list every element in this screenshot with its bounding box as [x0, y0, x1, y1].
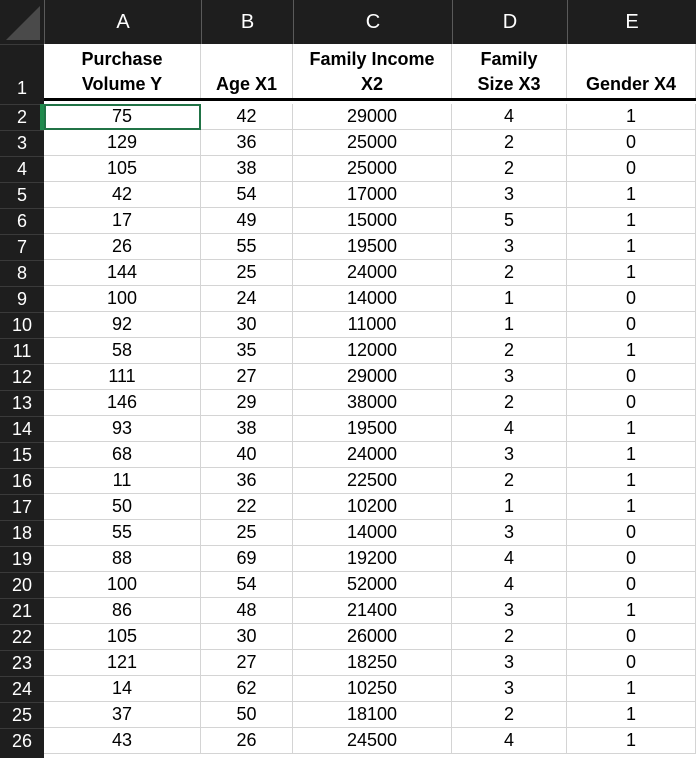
cell-b6[interactable]: 49 [201, 208, 293, 234]
column-header-c[interactable]: C [293, 0, 452, 44]
cell-d18[interactable]: 3 [452, 520, 567, 546]
cell-d4[interactable]: 2 [452, 156, 567, 182]
cell-d10[interactable]: 1 [452, 312, 567, 338]
cell-c24[interactable]: 10250 [293, 676, 452, 702]
row-header-9[interactable]: 9 [0, 286, 44, 312]
cell-e22[interactable]: 0 [567, 624, 696, 650]
header-cell-b[interactable] [201, 44, 293, 101]
cell-e26[interactable]: 1 [567, 728, 696, 754]
cell-e21[interactable]: 1 [567, 598, 696, 624]
row-header-26[interactable]: 26 [0, 728, 44, 754]
row-header-21[interactable]: 21 [0, 598, 44, 624]
cell-a25[interactable]: 37 [44, 702, 201, 728]
cell-e2[interactable]: 1 [567, 104, 696, 130]
cell-d24[interactable]: 3 [452, 676, 567, 702]
cell-e3[interactable]: 0 [567, 130, 696, 156]
header-cell-c[interactable] [293, 44, 452, 101]
cell-d11[interactable]: 2 [452, 338, 567, 364]
cell-b9[interactable]: 24 [201, 286, 293, 312]
row-header-7[interactable]: 7 [0, 234, 44, 260]
row-header-17[interactable]: 17 [0, 494, 44, 520]
cell-a9[interactable]: 100 [44, 286, 201, 312]
cell-a8[interactable]: 144 [44, 260, 201, 286]
cell-d17[interactable]: 1 [452, 494, 567, 520]
cell-b2[interactable]: 42 [201, 104, 293, 130]
header-bottom-border [44, 98, 696, 101]
cell-a10[interactable]: 92 [44, 312, 201, 338]
cell-a23[interactable]: 121 [44, 650, 201, 676]
cell-d26[interactable]: 4 [452, 728, 567, 754]
cell-d22[interactable]: 2 [452, 624, 567, 650]
cell-a16[interactable]: 11 [44, 468, 201, 494]
cell-d8[interactable]: 2 [452, 260, 567, 286]
cell-b10[interactable]: 30 [201, 312, 293, 338]
cell-b5[interactable]: 54 [201, 182, 293, 208]
row-header-22[interactable]: 22 [0, 624, 44, 650]
cell-b22[interactable]: 30 [201, 624, 293, 650]
cell-b3[interactable]: 36 [201, 130, 293, 156]
cell-a17[interactable]: 50 [44, 494, 201, 520]
header-cell-e[interactable] [567, 44, 696, 101]
cell-e17[interactable]: 1 [567, 494, 696, 520]
row-header-15[interactable]: 15 [0, 442, 44, 468]
row-header-1[interactable]: 1 [0, 44, 44, 101]
cell-e6[interactable]: 1 [567, 208, 696, 234]
row-header-3[interactable]: 3 [0, 130, 44, 156]
cell-a18[interactable]: 55 [44, 520, 201, 546]
row-header-10[interactable]: 10 [0, 312, 44, 338]
cell-b17[interactable]: 22 [201, 494, 293, 520]
cell-c19[interactable]: 19200 [293, 546, 452, 572]
cell-d5[interactable]: 3 [452, 182, 567, 208]
row-header-23[interactable]: 23 [0, 650, 44, 676]
column-header-b[interactable]: B [201, 0, 293, 44]
cell-e5[interactable]: 1 [567, 182, 696, 208]
cell-b25[interactable]: 50 [201, 702, 293, 728]
cell-b4[interactable]: 38 [201, 156, 293, 182]
row-header-4[interactable]: 4 [0, 156, 44, 182]
cell-a21[interactable]: 86 [44, 598, 201, 624]
cell-b23[interactable]: 27 [201, 650, 293, 676]
header-line-1: Family [480, 49, 538, 69]
header-line-2: Age X1 [215, 74, 278, 94]
cell-b16[interactable]: 36 [201, 468, 293, 494]
cell-a11[interactable]: 58 [44, 338, 201, 364]
cell-c6[interactable]: 15000 [293, 208, 452, 234]
cell-c17[interactable]: 10200 [293, 494, 452, 520]
cell-e4[interactable]: 0 [567, 156, 696, 182]
cell-c21[interactable]: 21400 [293, 598, 452, 624]
header-line-2: Volume Y [81, 74, 163, 94]
row-header-25[interactable]: 25 [0, 702, 44, 728]
cell-d21[interactable]: 3 [452, 598, 567, 624]
header-line-2: X2 [360, 74, 384, 94]
cell-b14[interactable]: 38 [201, 416, 293, 442]
cell-c8[interactable]: 24000 [293, 260, 452, 286]
cell-c18[interactable]: 14000 [293, 520, 452, 546]
cell-c26[interactable]: 24500 [293, 728, 452, 754]
header-line-1: Purchase [81, 49, 163, 69]
cell-d20[interactable]: 4 [452, 572, 567, 598]
cell-e13[interactable]: 0 [567, 390, 696, 416]
cell-c15[interactable]: 24000 [293, 442, 452, 468]
cell-c20[interactable]: 52000 [293, 572, 452, 598]
cell-b26[interactable]: 26 [201, 728, 293, 754]
cell-a3[interactable]: 129 [44, 130, 201, 156]
cell-d2[interactable]: 4 [452, 104, 567, 130]
cell-c13[interactable]: 38000 [293, 390, 452, 416]
cell-a5[interactable]: 42 [44, 182, 201, 208]
column-header-d[interactable]: D [452, 0, 567, 44]
cell-c9[interactable]: 14000 [293, 286, 452, 312]
header-line-2: Size X3 [477, 74, 541, 94]
cell-a6[interactable]: 17 [44, 208, 201, 234]
cell-c2[interactable]: 29000 [293, 104, 452, 130]
cell-e15[interactable]: 1 [567, 442, 696, 468]
cell-c23[interactable]: 18250 [293, 650, 452, 676]
cell-b20[interactable]: 54 [201, 572, 293, 598]
row-header-5[interactable]: 5 [0, 182, 44, 208]
cell-c10[interactable]: 11000 [293, 312, 452, 338]
cell-e19[interactable]: 0 [567, 546, 696, 572]
cell-b13[interactable]: 29 [201, 390, 293, 416]
cell-b8[interactable]: 25 [201, 260, 293, 286]
cell-a20[interactable]: 100 [44, 572, 201, 598]
row-header-2[interactable]: 2 [0, 104, 44, 130]
cell-c12[interactable]: 29000 [293, 364, 452, 390]
cell-a12[interactable]: 111 [44, 364, 201, 390]
row-header-14[interactable]: 14 [0, 416, 44, 442]
cell-e25[interactable]: 1 [567, 702, 696, 728]
row-header-11[interactable]: 11 [0, 338, 44, 364]
row-header-19[interactable]: 19 [0, 546, 44, 572]
selected-row-marker [40, 104, 44, 130]
cell-c16[interactable]: 22500 [293, 468, 452, 494]
cell-d12[interactable]: 3 [452, 364, 567, 390]
cell-d3[interactable]: 2 [452, 130, 567, 156]
header-cell-a[interactable] [44, 44, 201, 101]
cell-e8[interactable]: 1 [567, 260, 696, 286]
cell-e24[interactable]: 1 [567, 676, 696, 702]
cell-b11[interactable]: 35 [201, 338, 293, 364]
cell-a4[interactable]: 105 [44, 156, 201, 182]
cell-b24[interactable]: 62 [201, 676, 293, 702]
cell-d6[interactable]: 5 [452, 208, 567, 234]
cell-a13[interactable]: 146 [44, 390, 201, 416]
cell-c25[interactable]: 18100 [293, 702, 452, 728]
cell-e23[interactable]: 0 [567, 650, 696, 676]
column-header-a[interactable]: A [44, 0, 201, 44]
cell-c5[interactable]: 17000 [293, 182, 452, 208]
cell-c7[interactable]: 19500 [293, 234, 452, 260]
row-header-8[interactable]: 8 [0, 260, 44, 286]
cell-c11[interactable]: 12000 [293, 338, 452, 364]
row-header-16[interactable]: 16 [0, 468, 44, 494]
cell-e7[interactable]: 1 [567, 234, 696, 260]
cell-a22[interactable]: 105 [44, 624, 201, 650]
cell-b12[interactable]: 27 [201, 364, 293, 390]
cell-d19[interactable]: 4 [452, 546, 567, 572]
cell-d13[interactable]: 2 [452, 390, 567, 416]
cell-e20[interactable]: 0 [567, 572, 696, 598]
cell-d7[interactable]: 3 [452, 234, 567, 260]
cell-e12[interactable]: 0 [567, 364, 696, 390]
cell-a24[interactable]: 14 [44, 676, 201, 702]
column-header-e[interactable]: E [567, 0, 696, 44]
header-cell-d[interactable] [452, 44, 567, 101]
cell-d14[interactable]: 4 [452, 416, 567, 442]
row-header-24[interactable]: 24 [0, 676, 44, 702]
row-header-13[interactable]: 13 [0, 390, 44, 416]
cell-d9[interactable]: 1 [452, 286, 567, 312]
row-header-6[interactable]: 6 [0, 208, 44, 234]
cell-d16[interactable]: 2 [452, 468, 567, 494]
cell-d15[interactable]: 3 [452, 442, 567, 468]
cell-b19[interactable]: 69 [201, 546, 293, 572]
cell-c3[interactable]: 25000 [293, 130, 452, 156]
row-header-18[interactable]: 18 [0, 520, 44, 546]
cell-e16[interactable]: 1 [567, 468, 696, 494]
cell-d23[interactable]: 3 [452, 650, 567, 676]
cell-a14[interactable]: 93 [44, 416, 201, 442]
select-all-triangle-icon [6, 6, 40, 40]
cell-c14[interactable]: 19500 [293, 416, 452, 442]
cell-e18[interactable]: 0 [567, 520, 696, 546]
cell-e9[interactable]: 0 [567, 286, 696, 312]
cell-grid [44, 44, 696, 758]
cell-e11[interactable]: 1 [567, 338, 696, 364]
cell-a15[interactable]: 68 [44, 442, 201, 468]
cell-d25[interactable]: 2 [452, 702, 567, 728]
cell-a2[interactable]: 75 [44, 104, 201, 130]
cell-a19[interactable]: 88 [44, 546, 201, 572]
header-line-2: Gender X4 [585, 74, 677, 94]
select-all-corner[interactable] [0, 0, 44, 44]
cell-c22[interactable]: 26000 [293, 624, 452, 650]
cell-c4[interactable]: 25000 [293, 156, 452, 182]
header-line-1: Family Income [309, 49, 435, 69]
cell-b7[interactable]: 55 [201, 234, 293, 260]
cell-b21[interactable]: 48 [201, 598, 293, 624]
cell-b18[interactable]: 25 [201, 520, 293, 546]
row-header-20[interactable]: 20 [0, 572, 44, 598]
cell-e10[interactable]: 0 [567, 312, 696, 338]
cell-a26[interactable]: 43 [44, 728, 201, 754]
cell-a7[interactable]: 26 [44, 234, 201, 260]
cell-b15[interactable]: 40 [201, 442, 293, 468]
row-header-12[interactable]: 12 [0, 364, 44, 390]
cell-e14[interactable]: 1 [567, 416, 696, 442]
